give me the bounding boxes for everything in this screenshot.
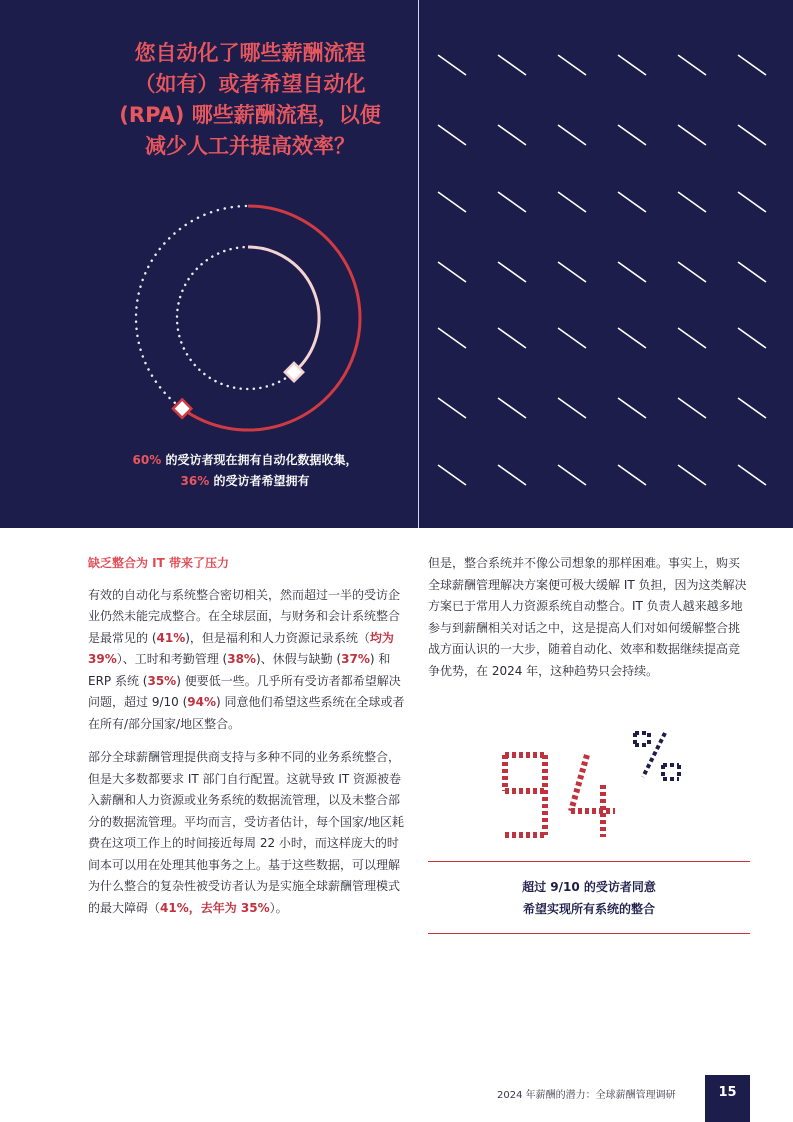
- stat-caption: [428, 876, 750, 920]
- paragraph-text: 部分全球薪酬管理提供商支持与多种不同的业务系统整合，但是大多数都要求 IT 部门自行配置。这就导致 IT 资源被卷入薪酬和人力资源或业务系统的数据流管理，以及未整合部分的数据流管理。平均而言，受访者估计，每个国家/地区耗费在这项工作上的时间接近每周 22 小时，而这样庞大的时间本可以用在处理其他事务之上。基于这些数据，可以理解为什么整合的复杂性被受访者认为是实施全球薪酬管理模式的最大障碍（: [88, 750, 405, 915]
- paragraph-text: 有效的自动化与系统整合密切相关，然而超过一半的受访企业仍然未能完成整合。在全球层面，与财务和会计系统整合是最常见的 (: [88, 587, 401, 645]
- slash-mark: [618, 262, 646, 282]
- slash-mark: [738, 262, 766, 282]
- big-stat-94-percent: [495, 725, 695, 845]
- highlight-stat: 均为 39%: [88, 630, 394, 666]
- slash-mark: [738, 192, 766, 212]
- paragraph-text: ) 同意他们希望这些系统在全球或者在所有/部分国家/地区整合。: [88, 695, 405, 731]
- body-paragraph-1: [88, 585, 408, 736]
- page-number: 15: [705, 1075, 750, 1122]
- slash-mark: [498, 398, 526, 418]
- slash-mark: [498, 262, 526, 282]
- slash-mark: [558, 192, 586, 212]
- slash-mark: [738, 328, 766, 348]
- slash-mark: [498, 55, 526, 75]
- paragraph-text: ）。: [269, 900, 288, 915]
- ring-caption: [90, 450, 400, 492]
- paragraph-text: ) 和 ERP 系统 (: [88, 652, 391, 688]
- slash-mark: [438, 125, 466, 145]
- stat-rule-top: [428, 861, 750, 862]
- slash-mark: [618, 398, 646, 418]
- numeral-stroke: [571, 755, 587, 811]
- highlight-stat: 41%: [156, 630, 186, 645]
- slash-mark: [678, 398, 706, 418]
- paragraph-text: ）、工时和考勤管理 (: [116, 652, 228, 666]
- section-heading: 缺乏整合为 IT 带来了压力: [88, 556, 230, 570]
- inner-ring-arc: [248, 247, 319, 372]
- big-stat-percent-sign: [635, 733, 679, 779]
- numeral-stroke: [643, 733, 665, 777]
- slash-mark: [558, 125, 586, 145]
- slash-mark: [618, 328, 646, 348]
- slash-mark: [558, 328, 586, 348]
- slash-mark: [498, 192, 526, 212]
- stat-rule-bottom: [428, 933, 750, 934]
- slash-mark: [738, 398, 766, 418]
- slash-mark: [498, 465, 526, 485]
- caption-text-current: 的受访者现在拥有自动化数据收集，: [161, 453, 358, 467]
- right-column: [428, 553, 750, 682]
- caption-pct-desired: 36%: [180, 474, 210, 488]
- decorative-slash-pattern: [420, 0, 793, 528]
- body-paragraph-2: [88, 747, 408, 919]
- footer-title: 2024 年薪酬的潜力：全球薪酬管理调研: [497, 1090, 676, 1101]
- question-line: (RPA) 哪些薪酬流程，以便: [119, 103, 381, 127]
- slash-mark: [618, 465, 646, 485]
- slash-mark: [618, 125, 646, 145]
- slash-mark: [678, 328, 706, 348]
- slash-mark: [618, 55, 646, 75]
- highlight-stat: 38%: [227, 652, 256, 666]
- question-line: 减少人工并提高效率？: [145, 134, 355, 158]
- caption-text-desired: 的受访者希望拥有: [209, 474, 310, 488]
- slash-mark: [438, 328, 466, 348]
- slash-mark: [618, 192, 646, 212]
- ring-chart: [0, 0, 418, 528]
- question-line: （如有）或者希望自动化: [134, 72, 366, 96]
- slash-mark: [678, 55, 706, 75]
- big-stat-digits: [505, 755, 615, 837]
- slash-mark: [678, 125, 706, 145]
- slash-mark: [558, 55, 586, 75]
- slash-mark: [438, 465, 466, 485]
- slash-mark: [738, 55, 766, 75]
- slash-mark: [438, 192, 466, 212]
- slash-mark: [438, 262, 466, 282]
- panel-divider: [418, 0, 419, 528]
- slash-mark: [558, 262, 586, 282]
- stat-caption-line: 希望实现所有系统的整合: [522, 902, 655, 916]
- highlight-stat: 35%: [147, 673, 177, 688]
- highlight-stat: 94%: [187, 695, 216, 709]
- slash-mark: [678, 192, 706, 212]
- highlight-stat: 37%: [341, 652, 370, 666]
- left-column: [88, 553, 408, 931]
- paragraph-text: ) 便要低一些。几乎所有受访者都希望解决问题，超过 9/10 (: [88, 673, 401, 709]
- paragraph-text: )，但是福利和人力资源记录系统（: [185, 630, 370, 645]
- slash-mark: [738, 125, 766, 145]
- slash-mark: [558, 465, 586, 485]
- slash-mark: [738, 465, 766, 485]
- slash-mark: [498, 328, 526, 348]
- body-paragraph-3: 但是，整合系统并不像公司想象的那样困难。事实上，购买全球薪酬管理解决方案便可极大缓解 IT 负担，因为这类解决方案已于常用人力资源系统自动整合。IT 负责人越来越多地参与到薪酬相关对话之中，这是提高人们对如何缓解整合挑战方面认识的一大步，随着自动化、效率和数据继续提高竞争优势，在 2024 年，这种趋势只会持续。: [428, 556, 747, 678]
- highlight-stat: 41%，去年为 35%: [160, 900, 270, 915]
- outer-ring-arc: [182, 206, 360, 430]
- caption-pct-current: 60%: [132, 453, 162, 467]
- slash-mark: [438, 398, 466, 418]
- stat-caption-line: 超过 9/10 的受访者同意: [522, 880, 656, 894]
- slash-mark: [678, 262, 706, 282]
- slash-mark: [438, 55, 466, 75]
- slash-mark: [498, 125, 526, 145]
- question-line: 您自动化了哪些薪酬流程: [134, 41, 366, 65]
- slash-mark: [558, 398, 586, 418]
- slash-mark: [678, 465, 706, 485]
- paragraph-text: )、休假与缺勤 (: [255, 652, 342, 666]
